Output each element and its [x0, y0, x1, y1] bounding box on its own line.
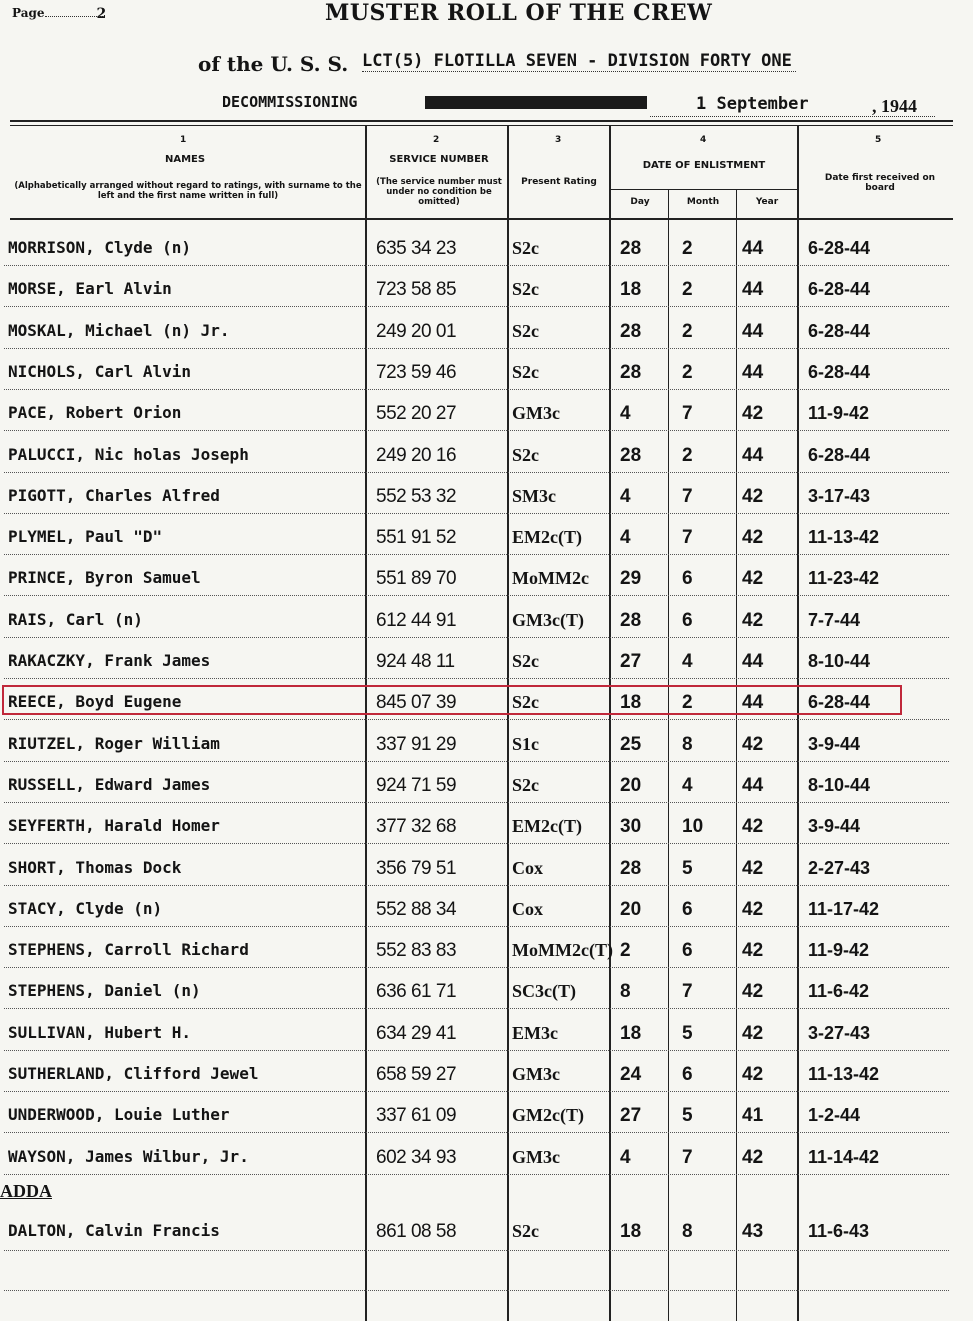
received-date: 3-9-44 [808, 816, 861, 836]
enlist-month: 7 [682, 486, 693, 507]
service-number: 552 88 34 [376, 899, 457, 920]
enlist-month: 2 [682, 279, 693, 300]
enlist-month: 5 [682, 858, 693, 879]
enlist-year: 42 [742, 403, 764, 424]
service-number: 723 59 46 [376, 362, 457, 383]
enlist-month: 2 [682, 321, 693, 342]
received-date: 6-28-44 [808, 362, 871, 382]
enlist-day: 4 [620, 527, 631, 548]
row-rule [4, 389, 949, 391]
row-rule [4, 265, 949, 267]
rating: GM3c(T) [512, 610, 584, 630]
table-row [0, 1064, 973, 1102]
rating: EM2c(T) [512, 816, 582, 836]
row-rule [4, 1250, 949, 1252]
service-number: 612 44 91 [376, 610, 457, 631]
col-sub-day: Day [630, 197, 650, 207]
enlist-year: 44 [742, 445, 764, 466]
rating: S2c [512, 321, 539, 341]
service-number: 552 83 83 [376, 940, 457, 961]
redacted-bar [425, 96, 647, 109]
rating: S2c [512, 279, 539, 299]
table-row [0, 362, 973, 400]
row-rule [4, 761, 949, 763]
table-row [0, 238, 973, 276]
service-number: 658 59 27 [376, 1064, 457, 1085]
received-date: 11-6-43 [808, 1221, 870, 1241]
table-row [0, 816, 973, 854]
header-rule-2 [10, 125, 953, 126]
received-date: 11-9-42 [808, 403, 870, 423]
rating: SM3c [512, 486, 556, 506]
row-rule [4, 802, 949, 804]
enlist-day: 2 [620, 940, 631, 961]
col-title-received: Date first received on board [824, 173, 936, 193]
crew-name: PRINCE, Byron Samuel [8, 568, 201, 587]
rating: SC3c(T) [512, 981, 576, 1001]
enlist-day: 27 [620, 651, 642, 672]
enlist-day: 18 [620, 1023, 642, 1044]
enlist-year: 44 [742, 692, 764, 713]
enlist-month: 6 [682, 899, 693, 920]
row-rule [4, 306, 949, 308]
enlist-day: 25 [620, 734, 642, 755]
table-row [0, 486, 973, 524]
row-rule [4, 926, 949, 928]
ship-prefix: of the U. S. S. [198, 52, 349, 76]
enlist-year: 44 [742, 362, 764, 383]
table-row [0, 734, 973, 772]
received-date: 7-7-44 [808, 610, 861, 630]
row-rule [4, 1050, 949, 1052]
enlistment-subrule [609, 189, 797, 190]
row-rule [4, 843, 949, 845]
enlist-month: 8 [682, 734, 693, 755]
received-date: 11-14-42 [808, 1147, 880, 1167]
enlist-month: 7 [682, 981, 693, 1002]
section-label: ADDA [0, 1181, 52, 1201]
crew-name: SEYFERTH, Harald Homer [8, 816, 220, 835]
enlist-day: 28 [620, 858, 642, 879]
crew-name: MORSE, Earl Alvin [8, 279, 172, 298]
date-underline [650, 116, 935, 117]
col-note-names: (Alphabetically arranged without regard to ratings, with surname to the left and the first name written in full) [14, 181, 362, 201]
enlist-year: 42 [742, 486, 764, 507]
table-row [0, 279, 973, 317]
received-date: 6-28-44 [808, 445, 871, 465]
service-number: 552 20 27 [376, 403, 457, 424]
table-row [0, 568, 973, 606]
col-sub-year: Year [755, 197, 779, 207]
row-rule [4, 1174, 949, 1176]
enlist-month: 6 [682, 568, 693, 589]
service-number: 249 20 01 [376, 321, 457, 342]
enlist-month: 2 [682, 692, 693, 713]
enlist-year: 42 [742, 527, 764, 548]
received-date: 11-6-42 [808, 981, 870, 1001]
received-date: 3-9-44 [808, 734, 861, 754]
enlist-day: 20 [620, 775, 642, 796]
header-rule [10, 120, 953, 122]
crew-name: UNDERWOOD, Louie Luther [8, 1105, 230, 1124]
service-number: 602 34 93 [376, 1147, 457, 1168]
report-year: , 1944 [872, 96, 917, 116]
enlist-month: 7 [682, 403, 693, 424]
table-row [0, 610, 973, 648]
page-number: 2 [96, 6, 107, 22]
service-number: 249 20 16 [376, 445, 457, 466]
table-row [0, 403, 973, 441]
table-row [0, 651, 973, 689]
enlist-month: 7 [682, 1147, 693, 1168]
crew-name: MORRISON, Clyde (n) [8, 238, 192, 257]
row-rule [4, 513, 949, 515]
col-note-service: (The service number must under no condition be omitted) [376, 177, 502, 207]
enlist-day: 8 [620, 981, 631, 1002]
enlist-month: 2 [682, 445, 693, 466]
table-row [0, 1221, 973, 1259]
rating: GM3c [512, 1064, 560, 1084]
enlist-day: 18 [620, 692, 642, 713]
rating: S2c [512, 775, 539, 795]
col-number-4: 4 [700, 135, 707, 145]
enlist-year: 42 [742, 858, 764, 879]
service-number: 551 91 52 [376, 527, 457, 548]
row-rule [4, 554, 949, 556]
received-date: 6-28-44 [808, 692, 871, 712]
enlist-day: 30 [620, 816, 642, 837]
rating: S2c [512, 692, 539, 712]
rating: MoMM2c(T) [512, 940, 613, 960]
enlist-day: 28 [620, 445, 642, 466]
rating: S1c [512, 734, 539, 754]
enlist-day: 20 [620, 899, 642, 920]
rating: S2c [512, 1221, 539, 1241]
crew-name: NICHOLS, Carl Alvin [8, 362, 192, 381]
enlist-year: 44 [742, 775, 764, 796]
enlist-year: 42 [742, 940, 764, 961]
rating: S2c [512, 238, 539, 258]
enlist-day: 4 [620, 1147, 631, 1168]
row-rule [4, 1290, 949, 1292]
rating: S2c [512, 651, 539, 671]
col-title-names: NAMES [165, 154, 206, 165]
enlist-year: 42 [742, 568, 764, 589]
crew-name: SUTHERLAND, Clifford Jewel [8, 1064, 259, 1083]
row-rule [4, 430, 949, 432]
enlist-day: 28 [620, 362, 642, 383]
service-number: 356 79 51 [376, 858, 457, 879]
row-rule [4, 1008, 949, 1010]
col-number-5: 5 [875, 135, 882, 145]
rating: GM2c(T) [512, 1105, 584, 1125]
enlist-day: 28 [620, 238, 642, 259]
report-date: 1 September [696, 94, 809, 114]
row-rule [4, 348, 949, 350]
rating: Cox [512, 899, 543, 919]
rating: MoMM2c [512, 568, 589, 588]
row-rule [4, 885, 949, 887]
table-row [0, 858, 973, 896]
crew-name: RIUTZEL, Roger William [8, 734, 220, 753]
received-date: 1-2-44 [808, 1105, 861, 1125]
table-row [0, 940, 973, 978]
enlist-year: 43 [742, 1221, 764, 1242]
table-row [0, 1105, 973, 1143]
service-number: 634 29 41 [376, 1023, 457, 1044]
service-number: 635 34 23 [376, 238, 457, 259]
table-row [0, 775, 973, 813]
received-date: 8-10-44 [808, 651, 871, 671]
enlist-month: 6 [682, 1064, 693, 1085]
enlist-year: 42 [742, 1064, 764, 1085]
service-number: 337 61 09 [376, 1105, 457, 1126]
crew-name: WAYSON, James Wilbur, Jr. [8, 1147, 249, 1166]
service-number: 723 58 85 [376, 279, 457, 300]
enlist-month: 7 [682, 527, 693, 548]
enlist-month: 10 [682, 816, 704, 837]
service-number: 924 48 11 [376, 651, 455, 672]
table-row [0, 899, 973, 937]
row-rule [4, 595, 949, 597]
crew-name: STACY, Clyde (n) [8, 899, 163, 918]
received-date: 6-28-44 [808, 238, 871, 258]
service-number: 861 08 58 [376, 1221, 457, 1242]
col-number-2: 2 [433, 135, 440, 145]
received-date: 11-13-42 [808, 527, 880, 547]
table-row [0, 981, 973, 1019]
page-title: MUSTER ROLL OF THE CREW [325, 0, 713, 26]
enlist-day: 28 [620, 610, 642, 631]
rating: GM3c [512, 1147, 560, 1167]
received-date: 11-23-42 [808, 568, 880, 588]
enlist-year: 44 [742, 321, 764, 342]
enlist-year: 42 [742, 816, 764, 837]
enlist-year: 42 [742, 610, 764, 631]
col-title-rating: Present Rating [521, 177, 597, 187]
col-title-enlistment: DATE OF ENLISTMENT [642, 160, 766, 171]
crew-name: RUSSELL, Edward James [8, 775, 211, 794]
received-date: 6-28-44 [808, 321, 871, 341]
enlist-month: 8 [682, 1221, 693, 1242]
row-rule [4, 678, 949, 680]
enlist-year: 42 [742, 1147, 764, 1168]
enlist-year: 44 [742, 279, 764, 300]
row-rule [4, 1091, 949, 1093]
row-rule [4, 637, 949, 639]
enlist-day: 28 [620, 321, 642, 342]
rating: EM3c [512, 1023, 558, 1043]
rating: Cox [512, 858, 543, 878]
service-number: 551 89 70 [376, 568, 457, 589]
enlist-month: 6 [682, 610, 693, 631]
highlight-box [2, 685, 902, 715]
col-number-3: 3 [555, 135, 562, 145]
table-row [0, 1147, 973, 1185]
enlist-day: 18 [620, 279, 642, 300]
crew-name: RAIS, Carl (n) [8, 610, 143, 629]
received-date: 8-10-44 [808, 775, 871, 795]
enlist-month: 4 [682, 651, 693, 672]
crew-name: PACE, Robert Orion [8, 403, 182, 422]
row-rule [4, 967, 949, 969]
col-title-service: SERVICE NUMBER [389, 154, 489, 165]
crew-name: SHORT, Thomas Dock [8, 858, 182, 877]
received-date: 3-27-43 [808, 1023, 871, 1043]
crew-name: REECE, Boyd Eugene [8, 692, 182, 711]
received-date: 3-17-43 [808, 486, 871, 506]
received-date: 6-28-44 [808, 279, 871, 299]
enlist-month: 6 [682, 940, 693, 961]
crew-name: RAKACZKY, Frank James [8, 651, 211, 670]
received-date: 2-27-43 [808, 858, 871, 878]
received-date: 11-13-42 [808, 1064, 880, 1084]
service-number: 377 32 68 [376, 816, 457, 837]
table-row [0, 445, 973, 483]
table-row [0, 321, 973, 359]
enlist-month: 5 [682, 1105, 693, 1126]
enlist-year: 42 [742, 899, 764, 920]
crew-name: MOSKAL, Michael (n) Jr. [8, 321, 230, 340]
enlist-month: 5 [682, 1023, 693, 1044]
crew-name: PLYMEL, Paul "D" [8, 527, 163, 546]
enlist-year: 42 [742, 734, 764, 755]
service-number: 845 07 39 [376, 692, 457, 713]
service-number: 924 71 59 [376, 775, 457, 796]
header-bottom-rule [10, 218, 953, 220]
rating: S2c [512, 445, 539, 465]
crew-name: DALTON, Calvin Francis [8, 1221, 220, 1240]
rating: S2c [512, 362, 539, 382]
enlist-day: 27 [620, 1105, 642, 1126]
enlist-year: 42 [742, 1023, 764, 1044]
row-rule [4, 719, 949, 721]
page-label: Page 2 [12, 6, 107, 22]
enlist-day: 18 [620, 1221, 642, 1242]
crew-name: STEPHENS, Daniel (n) [8, 981, 201, 1000]
enlist-month: 2 [682, 238, 693, 259]
enlist-day: 4 [620, 486, 631, 507]
service-number: 552 53 32 [376, 486, 457, 507]
crew-name: STEPHENS, Carroll Richard [8, 940, 249, 959]
received-date: 11-9-42 [808, 940, 870, 960]
service-number: 636 61 71 [376, 981, 457, 1002]
col-number-1: 1 [180, 135, 187, 145]
rating: GM3c [512, 403, 560, 423]
enlist-day: 24 [620, 1064, 642, 1085]
enlist-day: 29 [620, 568, 642, 589]
table-row [0, 1023, 973, 1061]
enlist-month: 4 [682, 775, 693, 796]
enlist-year: 44 [742, 651, 764, 672]
enlist-day: 4 [620, 403, 631, 424]
received-date: 11-17-42 [808, 899, 880, 919]
enlist-year: 44 [742, 238, 764, 259]
enlist-month: 2 [682, 362, 693, 383]
crew-name: PIGOTT, Charles Alfred [8, 486, 220, 505]
row-rule [4, 1132, 949, 1134]
enlist-year: 41 [742, 1105, 764, 1126]
table-row [0, 527, 973, 565]
action-label: DECOMMISSIONING [222, 93, 358, 111]
service-number: 337 91 29 [376, 734, 457, 755]
enlist-year: 42 [742, 981, 764, 1002]
row-rule [4, 472, 949, 474]
ship-name: LCT(5) FLOTILLA SEVEN - DIVISION FORTY ONE [362, 51, 796, 72]
col-sub-month: Month [686, 197, 720, 207]
rating: EM2c(T) [512, 527, 582, 547]
crew-name: PALUCCI, Nic holas Joseph [8, 445, 249, 464]
crew-name: SULLIVAN, Hubert H. [8, 1023, 192, 1042]
